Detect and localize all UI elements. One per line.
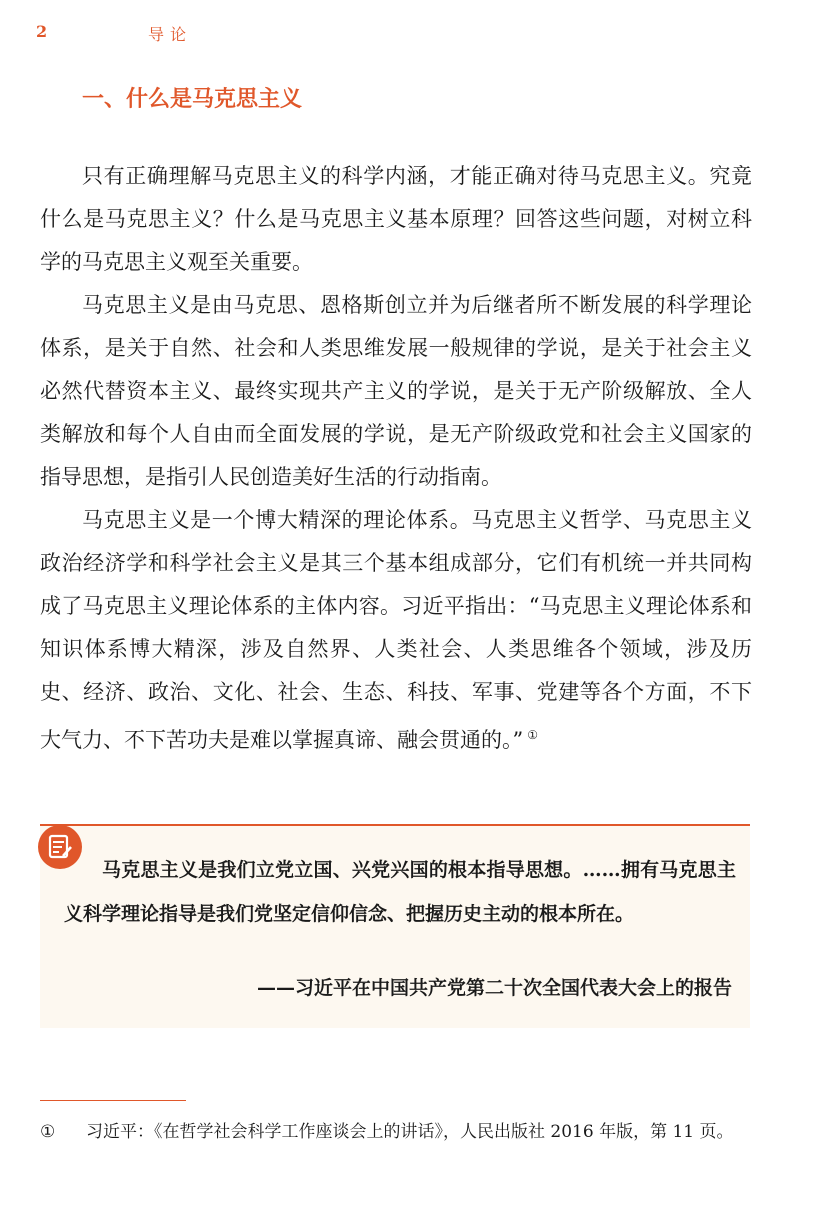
body-text <box>40 155 752 762</box>
quote-text: 马克思主义是我们立党立国、兴党兴国的根本指导思想。……拥有马克思主义科学理论指导是我们党坚定信仰信念、把握历史主动的根本所在。 <box>64 859 736 925</box>
footnote-reference[interactable]: ① <box>527 728 538 742</box>
footnote-rule <box>40 1100 186 1101</box>
paragraph-text: 马克思主义是一个博大精深的理论体系。马克思主义哲学、马克思主义政治经济学和科学社会主义是其三个基本组成部分，它们有机统一并共同构成了马克思主义理论体系的主体内容。习近平指出：“马克思主义理论体系和知识体系博大精深，涉及自然界、人类社会、人类思维各个领域，涉及历史、经济、政治、文化、社会、生态、科技、军事、党建等各个方面，不下大气力、不下苦功夫是难以掌握真谛、融会贯通的。” <box>40 508 752 752</box>
quote-source: ——习近平在中国共产党第二十次全国代表大会上的报告 <box>256 977 732 999</box>
quote-divider <box>40 824 750 826</box>
paragraph <box>40 499 752 762</box>
footnote-marker: ① <box>40 1122 56 1142</box>
running-title: 导论 <box>148 25 193 44</box>
paragraph: 马克思主义是由马克思、恩格斯创立并为后继者所不断发展的科学理论体系，是关于自然、社会和人类思维发展一般规律的学说，是关于社会主义必然代替资本主义、最终实现共产主义的学说，是关于无产阶级解放、全人类解放和每个人自由而全面发展的学说，是无产阶级政党和社会主义国家的指导思想，是指引人民创造美好生活的行动指南。 <box>40 293 752 489</box>
footnote-text: 习近平：《在哲学社会科学工作座谈会上的讲话》，人民出版社 2016 年版，第 11 页。 <box>86 1122 734 1142</box>
footnote <box>40 1118 752 1146</box>
page-number: 2 <box>36 22 48 41</box>
section-title: 一、什么是马克思主义 <box>82 87 303 112</box>
paragraph: 只有正确理解马克思主义的科学内涵，才能正确对待马克思主义。究竟什么是马克思主义？什么是马克思主义基本原理？回答这些问题，对树立科学的马克思主义观至关重要。 <box>40 164 752 274</box>
